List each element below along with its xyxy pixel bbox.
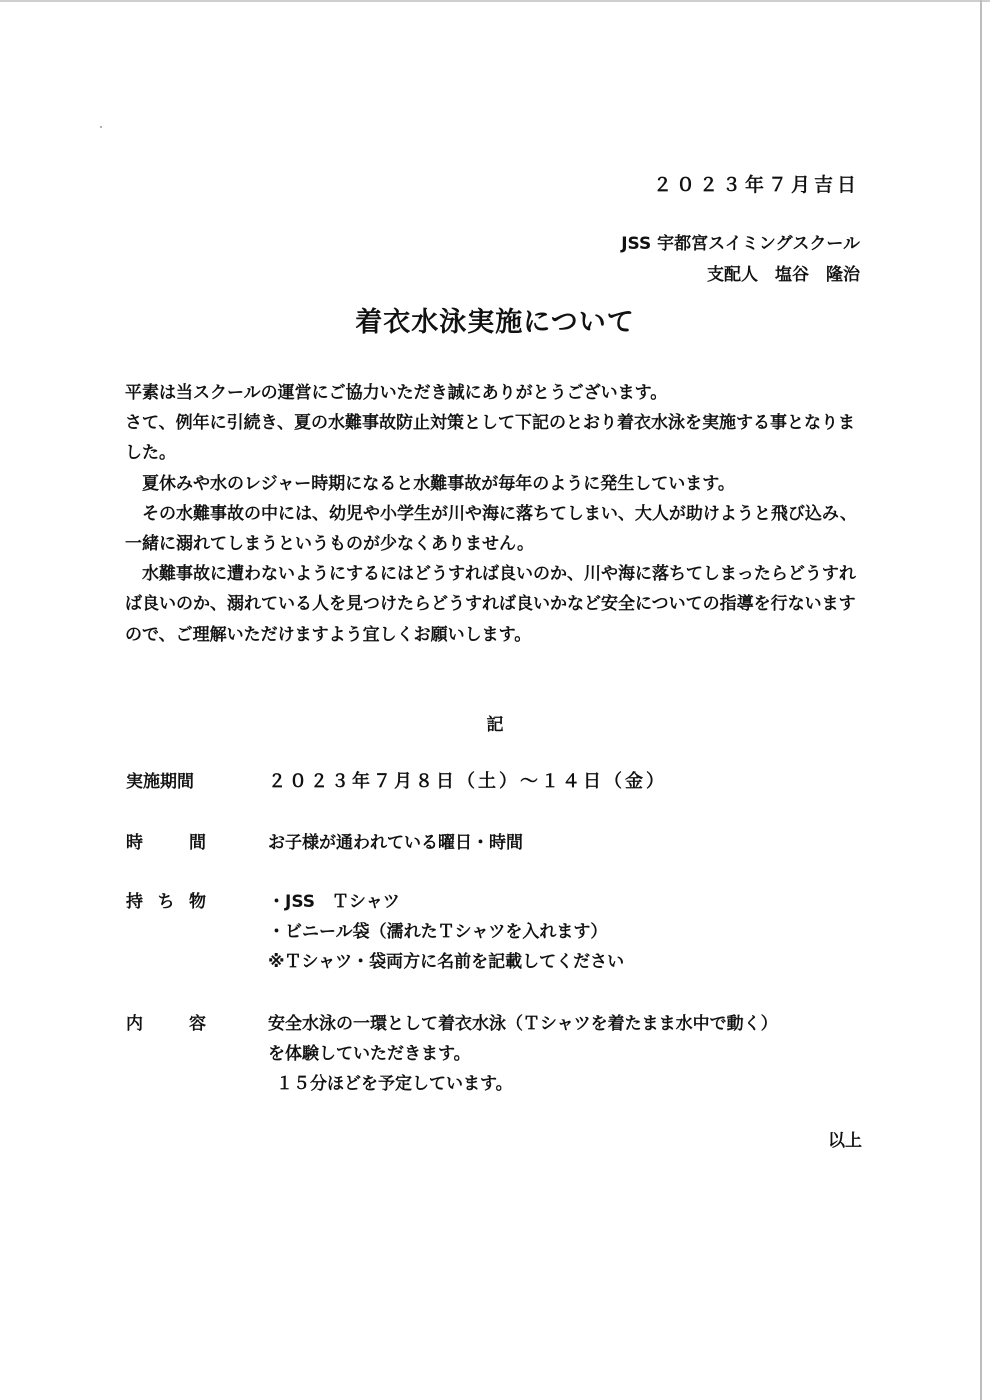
sender-block — [621, 229, 860, 291]
scan-speck — [100, 126, 102, 128]
content-line: 安全水泳の一環として着衣水泳（Ｔシャツを着たまま水中で動く） — [268, 1014, 778, 1034]
detail-value-time: お子様が通われている曜日・時間 — [268, 833, 523, 853]
detail-label-time — [126, 828, 206, 858]
detail-label-period: 実施期間 — [126, 772, 194, 792]
body-text — [125, 378, 865, 650]
detail-label-items — [126, 887, 206, 917]
body-paragraph: その水難事故の中には、幼児や小学生が川や海に落ちてしまい、大人が助けようと飛び込み、一緒に溺れてしまうというものが少なくありません。 — [125, 503, 857, 555]
body-paragraph: さて、例年に引続き、夏の水難事故防止対策として下記のとおり着衣水泳を実施する事となりました。 — [125, 413, 855, 464]
detail-label-char: 容 — [189, 1014, 206, 1034]
detail-label-char: 時 — [126, 833, 143, 853]
body-paragraph: 平素は当スクールの運営にご協力いただき誠にありがとうございます。 — [125, 383, 668, 403]
item-line: ・ビニール袋（濡れたＴシャツを入れます） — [268, 922, 608, 942]
detail-value-items — [268, 887, 868, 977]
detail-value-content — [268, 1009, 868, 1099]
item-line: ・JSS Ｔシャツ — [268, 892, 400, 912]
detail-label-char: 間 — [189, 833, 206, 853]
body-paragraph: 夏休みや水のレジャー時期になると水難事故が毎年のように発生しています。 — [142, 473, 735, 494]
closing-mark: 以上 — [828, 1131, 862, 1151]
scan-edge-top — [0, 0, 990, 2]
detail-label-char: 物 — [189, 892, 206, 912]
sender-organization: JSS 宇都宮スイミングスクール — [621, 234, 860, 254]
detail-label-char: 持 — [126, 892, 143, 912]
item-note: ※Ｔシャツ・袋両方に名前を記載してください — [268, 952, 625, 972]
document-title: 着衣水泳実施について — [355, 307, 635, 338]
body-paragraph: 水難事故に遭わないようにするにはどうすれば良いのか、川や海に落ちてしまったらどうすれば良いのか、溺れている人を見つけたらどうすれば良いかなど安全についての指導を行ないますので、ご理解いただけますよう宜しくお願いします。 — [125, 564, 856, 645]
sender-person: 支配人 塩谷 隆治 — [707, 265, 860, 285]
detail-value-period: ２０２３年７月８日（土）～１４日（金） — [268, 771, 667, 792]
detail-label-content — [126, 1009, 206, 1039]
content-line: を体験していただきます。 — [268, 1044, 471, 1064]
ki-heading: 記 — [486, 715, 504, 735]
document-date: ２０２３年７月吉日 — [652, 174, 860, 196]
scan-edge-right — [980, 0, 982, 1400]
content-line: １５分ほどを予定しています。 — [276, 1074, 513, 1094]
detail-label-char: ち — [157, 892, 175, 912]
detail-label-char: 内 — [126, 1014, 143, 1034]
